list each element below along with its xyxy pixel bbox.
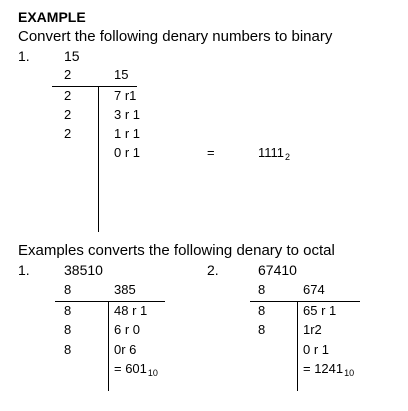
- octal-example-2-number: 67410: [258, 262, 297, 278]
- binary-result-base: 2: [285, 152, 291, 162]
- octal2-division-bar: [250, 301, 360, 302]
- octal-example-1-number: 38510: [64, 262, 103, 278]
- octal1-result: = $601_{10}$: [114, 361, 158, 378]
- binary-divisor: 2: [64, 126, 72, 141]
- octal1-divisor: 8: [64, 303, 72, 318]
- octal1-divisor: 8: [64, 342, 72, 357]
- octal2-division-vertical: [297, 301, 298, 391]
- binary-quotient: 7 r1: [114, 88, 137, 103]
- octal-example-1-base: 10: [87, 262, 103, 278]
- octal-example-2-label: 2.: [207, 262, 219, 278]
- binary-divisor: 2: [64, 107, 72, 122]
- octal-example-2-base: 10: [281, 262, 297, 278]
- octal1-quotient: 6 r 0: [114, 322, 141, 337]
- octal2-divisor: 8: [258, 322, 266, 337]
- octal2-quotient: 1r2: [303, 322, 322, 337]
- binary-quotient: 3 r 1: [114, 107, 141, 122]
- binary-instruction: Convert the following denary numbers to binary: [18, 28, 333, 45]
- binary-last-quotient: 0 r 1: [114, 145, 141, 160]
- octal-instruction: Examples converts the following denary to octal: [18, 242, 335, 259]
- octal2-quotient: 0 r 1: [303, 342, 330, 357]
- octal1-division-bar: [55, 301, 165, 302]
- binary-result: $1111_2$: [258, 145, 291, 162]
- octal2-result-base: 10: [344, 368, 355, 378]
- octal1-divisor: 8: [64, 322, 72, 337]
- binary-quotient: 15: [114, 67, 129, 82]
- octal2-divisor: 8: [258, 303, 266, 318]
- octal2-divisor: 8: [258, 282, 266, 297]
- binary-divisor: 2: [64, 67, 72, 82]
- octal1-result-base: 10: [147, 368, 158, 378]
- binary-equals: =: [207, 145, 215, 160]
- octal-example-1-label: 1.: [18, 262, 30, 278]
- page-heading: EXAMPLE: [18, 9, 86, 25]
- binary-division-bar: [52, 86, 137, 87]
- octal1-divisor: 8: [64, 282, 72, 297]
- octal1-quotient: 48 r 1: [114, 303, 148, 318]
- binary-division-vertical: [98, 86, 99, 232]
- binary-example-number: 15: [64, 48, 80, 64]
- octal2-result: = $1241_{10}$: [303, 361, 355, 378]
- octal1-quotient: 0r 6: [114, 342, 137, 357]
- octal1-division-vertical: [108, 301, 109, 391]
- binary-quotient: 1 r 1: [114, 126, 141, 141]
- octal2-quotient: 674: [303, 282, 325, 297]
- binary-divisor: 2: [64, 88, 72, 103]
- octal1-quotient: 385: [114, 282, 136, 297]
- binary-example-label: 1.: [18, 48, 30, 64]
- octal2-quotient: 65 r 1: [303, 303, 337, 318]
